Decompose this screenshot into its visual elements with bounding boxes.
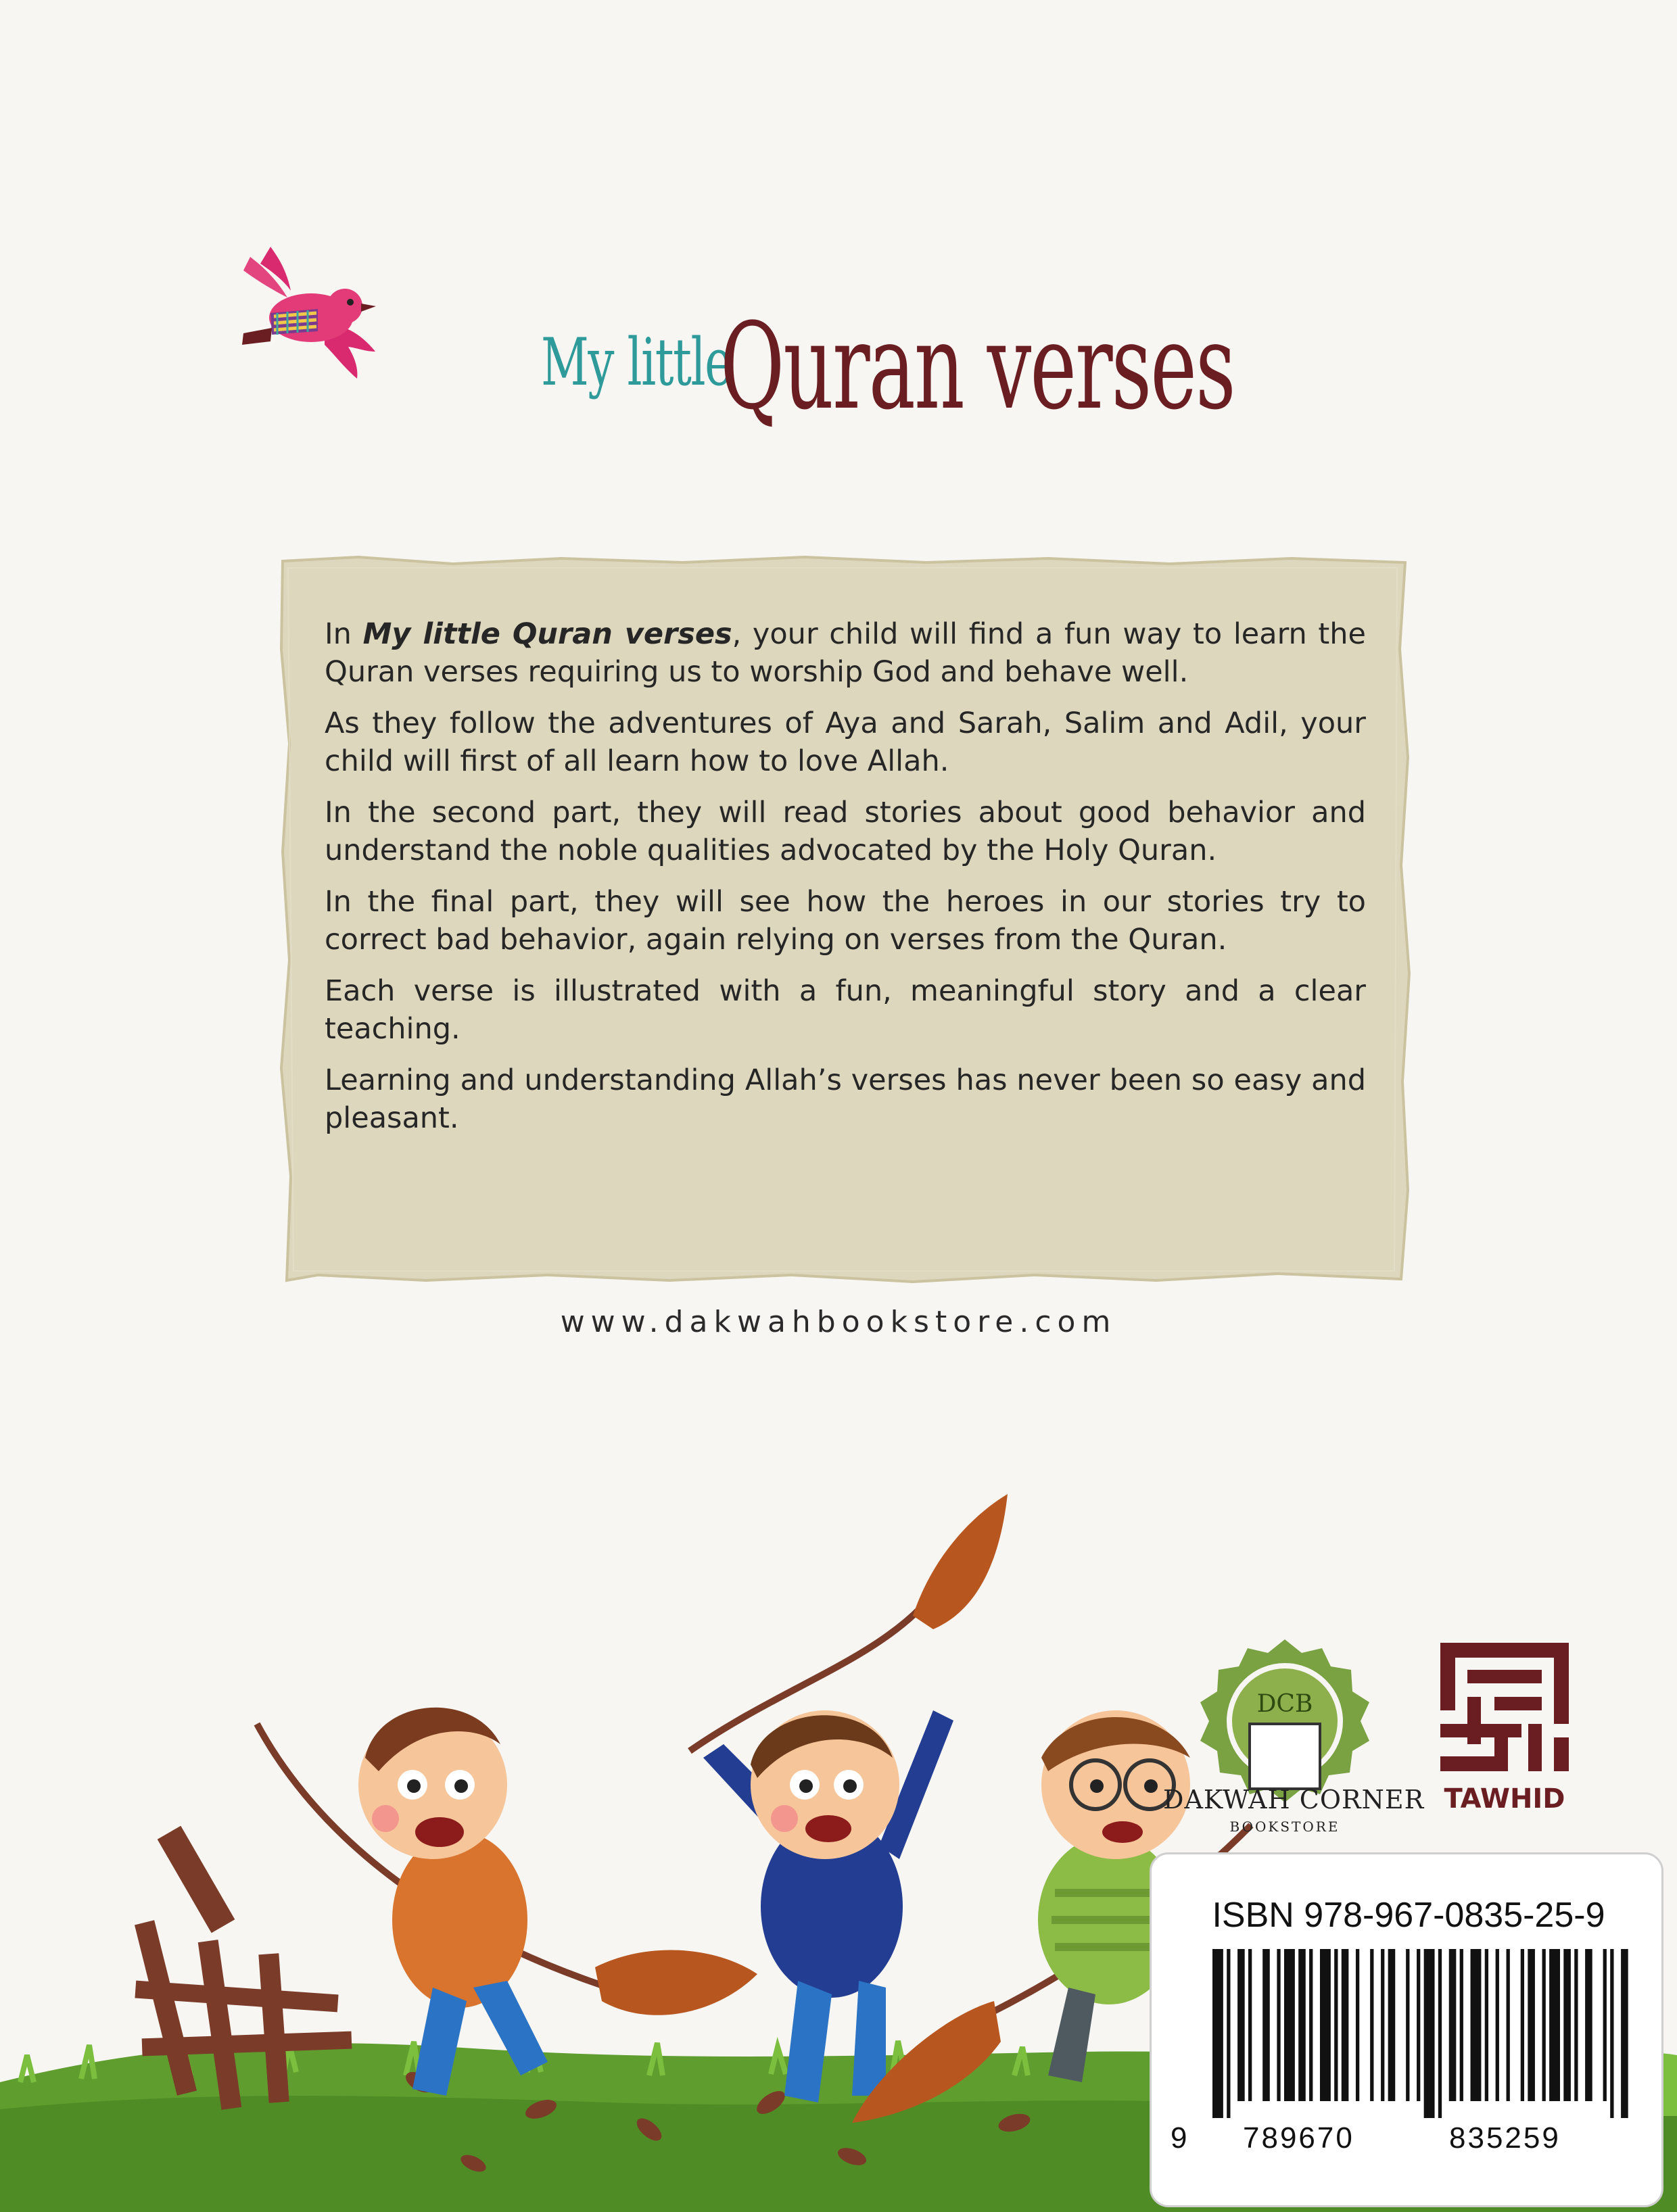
blurb-p1-after: , your child will find a fun way to learn the Quran verses requiring us to worship God and behave well. xyxy=(325,617,1366,689)
boy-blue-shirt xyxy=(690,1494,1008,2102)
title-small: My little xyxy=(541,324,732,400)
isbn-digits-right: 835259 xyxy=(1449,2121,1561,2155)
blurb-panel xyxy=(277,554,1413,1284)
barcode-bar xyxy=(1460,1949,1463,2101)
barcode-bar xyxy=(1298,1949,1306,2101)
barcode-graphic xyxy=(1212,1949,1632,2118)
barcode-bar xyxy=(1528,1949,1535,2101)
barcode-bar xyxy=(1417,1949,1420,2101)
barcode-bar xyxy=(1585,1949,1592,2101)
title-big: Quran verses xyxy=(720,297,1235,436)
barcode-bar xyxy=(1342,1949,1349,2101)
blurb-paragraph-5: Each verse is illustrated with a fun, meaningful story and a clear teaching. xyxy=(325,974,1366,1046)
barcode-bar xyxy=(1212,1949,1223,2118)
website-link: www.dakwahbookstore.com xyxy=(560,1305,1117,1339)
barcode-bar xyxy=(1471,1949,1482,2101)
barcode-bar xyxy=(1356,1949,1359,2101)
barcode-bar xyxy=(1610,1949,1613,2118)
barcode-bar xyxy=(1284,1949,1295,2101)
barcode-bar xyxy=(1237,1949,1245,2101)
barcode-bar xyxy=(1603,1949,1607,2101)
blurb-paragraph-4: In the final part, they will see how the heroes in our stories try to correct bad behavior, again relying on verses from the Quran. xyxy=(325,885,1366,957)
barcode-bar xyxy=(1227,1949,1230,2118)
barcode-bar xyxy=(1277,1949,1280,2101)
barcode-bar xyxy=(1370,1949,1373,2101)
isbn-number: ISBN 978-967-0835-25-9 xyxy=(1212,1896,1605,1935)
isbn-digits-left: 789670 xyxy=(1243,2121,1354,2155)
barcode-bar xyxy=(1381,1949,1384,2101)
blurb-p1-before: In xyxy=(325,617,363,651)
dakwah-badge-letters: DCB xyxy=(1256,1690,1313,1718)
barcode-bar xyxy=(1424,1949,1435,2118)
barcode-bar xyxy=(1334,1949,1338,2101)
barcode-bar xyxy=(1563,1949,1571,2101)
barcode-bar xyxy=(1309,1949,1313,2101)
barcode-bar xyxy=(1549,1949,1560,2101)
tawhid-label: TAWHID xyxy=(1444,1783,1565,1814)
barcode-bar xyxy=(1496,1949,1499,2101)
bird-icon xyxy=(223,233,385,395)
barcode-bar xyxy=(1320,1949,1331,2101)
isbn-digit-first: 9 xyxy=(1171,2121,1187,2155)
barcode-bar xyxy=(1507,1949,1510,2101)
blurb-paragraph-3: In the second part, they will read stories about good behavior and understand the noble qualities advocated by the Holy Quran. xyxy=(325,796,1366,867)
blurb-text xyxy=(325,615,1366,1151)
blurb-paragraph-2: As they follow the adventures of Aya and Sarah, Salim and Adil, your child will first of all learn how to love Allah. xyxy=(325,706,1366,778)
book-title xyxy=(527,297,1235,500)
barcode-bar xyxy=(1485,1949,1488,2101)
barcode-bar xyxy=(1542,1949,1546,2101)
isbn-sticker xyxy=(1150,1852,1663,2207)
barcode-bar xyxy=(1438,1949,1442,2118)
barcode-bar xyxy=(1406,1949,1409,2101)
dakwah-corner-subtitle: BOOKSTORE xyxy=(1229,1819,1340,1835)
barcode-bar xyxy=(1388,1949,1396,2101)
dakwah-corner-name: DAKWAH CORNER xyxy=(1163,1785,1425,1814)
barcode-bar xyxy=(1262,1949,1270,2101)
blurb-title-emphasis: My little Quran verses xyxy=(362,617,732,651)
barcode-bar xyxy=(1449,1949,1457,2101)
barcode-bar xyxy=(1621,1949,1628,2118)
blurb-paragraph-1 xyxy=(325,615,1366,691)
blurb-paragraph-6: Learning and understanding Allah’s verses has never been so easy and pleasant. xyxy=(325,1063,1366,1135)
barcode-bar xyxy=(1248,1949,1252,2101)
tawhid-kufic-logo xyxy=(1440,1643,1569,1771)
barcode-bar xyxy=(1521,1949,1524,2101)
barcode-bar xyxy=(1574,1949,1578,2101)
